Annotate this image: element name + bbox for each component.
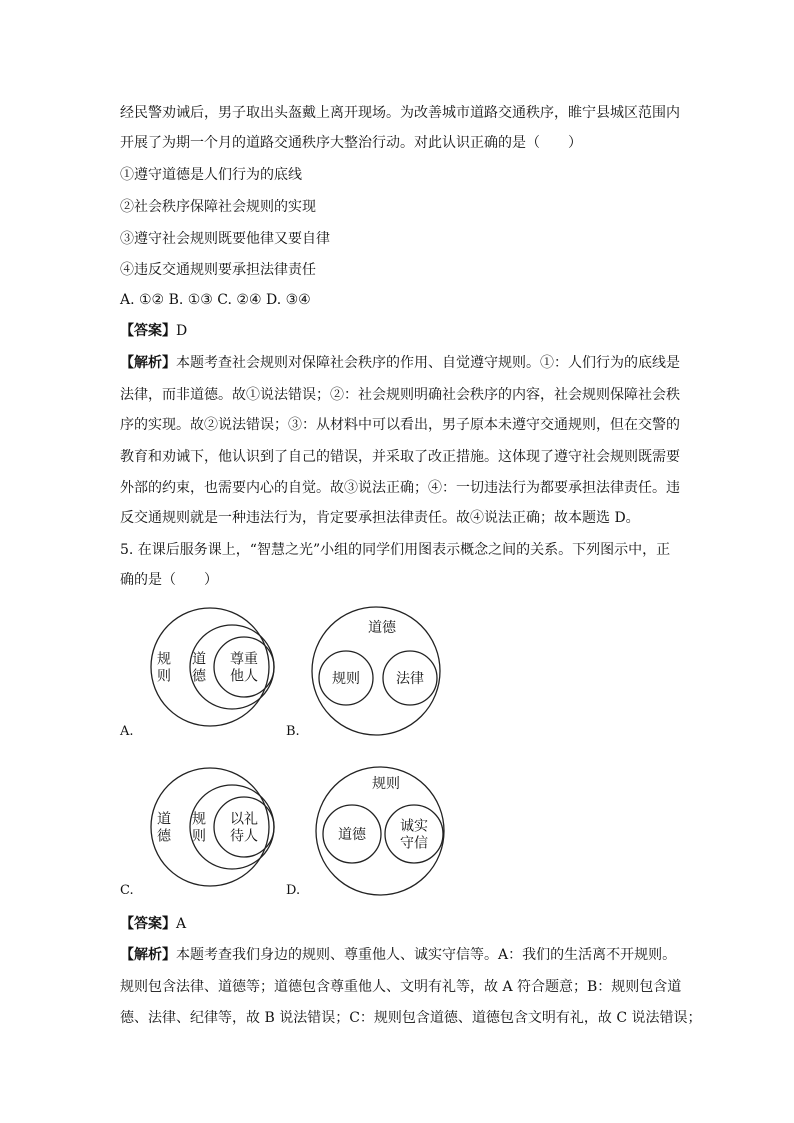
diagram-c-middle-label: 规则 [192,811,206,845]
diagram-a-inner-label: 尊重他人 [230,651,258,685]
q4-statement-2: ②社会秩序保障社会规则的实现 [120,199,316,215]
analysis-label: 【解析】 [120,947,176,963]
q5-stem-line-2: 确的是（ ） [120,572,218,588]
diagram-b-left-label: 规则 [332,671,360,687]
answer-value: D [176,323,188,339]
diagram-c [138,766,288,888]
q5-analysis-line-3: 德、法律、纪律等，故 B 说法错误；C：规则包含道德、道德包含文明有礼，故 C 说法错误； [120,1010,702,1026]
q4-analysis-line-2: 法律，而非道德。故①说法错误；②：社会规则明确社会秩序的内容，社会规则保障社会秩 [120,387,680,403]
q4-analysis-line-4: 教育和劝诫下，他认识到了自己的错误，并采取了改正措施。这体现了遵守社会规则既需要 [120,449,680,465]
answer-label: 【答案】 [120,323,176,339]
option-a-letter: A. [120,724,134,739]
option-c-letter: C. [120,883,134,898]
q4-answer [120,321,187,341]
diagram-c-inner-label: 以礼待人 [230,811,258,845]
option-d-letter: D. [286,883,301,898]
analysis-text: 本题考查我们身边的规则、尊重他人、诚实守信等。A：我们的生活离不开规则。 [176,947,677,963]
q4-analysis-line-3: 序的实现。故②说法错误；③：从材料中可以看出，男子原本未遵守交通规则，但在交警的 [120,417,680,433]
q4-stem-line-1: 经民警劝诫后，男子取出头盔戴上离开现场。为改善城市道路交通秩序，睢宁县城区范围内 [120,105,680,121]
q4-statement-3: ③遵守社会规则既要他律又要自律 [120,231,330,247]
diagram-b-outer-label: 道德 [368,620,396,636]
analysis-label: 【解析】 [120,355,176,371]
diagram-a [138,606,288,728]
diagram-a-outer-label: 规则 [157,651,171,685]
q5-analysis-line-2: 规则包含法律、道德等；道德包含尊重他人、文明有礼等，故 A 符合题意；B：规则包含道 [120,979,682,995]
diagram-d-outer-label: 规则 [372,776,400,792]
diagram-b [306,604,446,738]
q4-statement-4: ④违反交通规则要承担法律责任 [120,262,316,278]
answer-label: 【答案】 [120,916,176,932]
q4-choices: A. ①② B. ①③ C. ②④ D. ③④ [120,292,311,308]
q4-analysis-line-6: 反交通规则就是一种违法行为，肯定要承担法律责任。故④说法正确；故本题选 D。 [120,510,640,526]
q4-analysis-line-5: 外部的约束，也需要内心的自觉。故③说法正确；④：一切违法行为都要承担法律责任。违 [120,480,680,496]
analysis-text: 本题考查社会规则对保障社会秩序的作用、自觉遵守规则。①：人们行为的底线是 [176,355,680,371]
diagram-d-left-label: 道德 [338,827,366,843]
diagram-c-outer-label: 道德 [157,811,171,845]
answer-value: A [176,916,187,932]
q4-stem-line-2: 开展了为期一个月的道路交通秩序大整治行动。对此认识正确的是（ ） [120,135,582,151]
q4-analysis-line-1 [120,353,680,373]
q5-answer [120,914,186,934]
diagram-d-right-label: 诚实守信 [400,818,428,852]
q4-statement-1: ①遵守道德是人们行为的底线 [120,167,302,183]
option-b-letter: B. [286,724,300,739]
diagram-a-middle-label: 道德 [192,651,206,685]
q5-analysis-line-1 [120,945,676,965]
diagram-b-right-label: 法律 [396,671,424,687]
q5-stem-line-1: 5. 在课后服务课上，“智慧之光”小组的同学们用图表示概念之间的关系。下列图示中，正 [120,542,671,558]
diagram-d [310,764,450,898]
